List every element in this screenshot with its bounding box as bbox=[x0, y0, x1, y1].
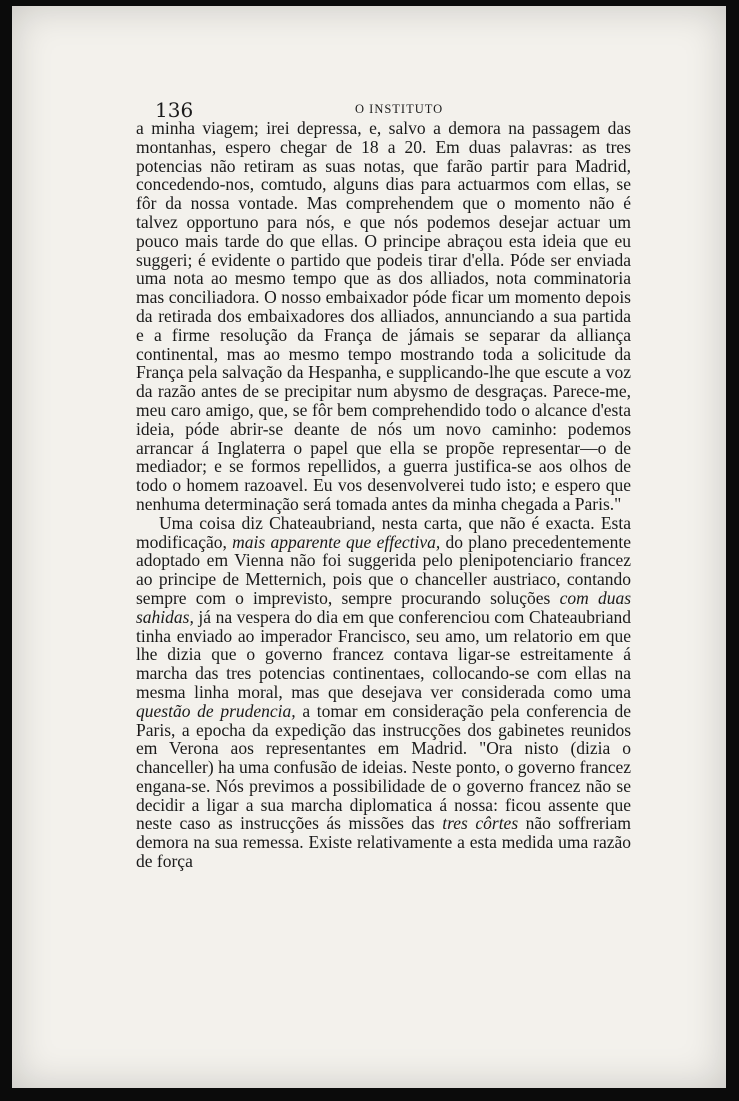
text-segment: do plano precedentemente adoptado em Vienna não foi suggerida pelo plenipotenciario francez ao principe de Metternich, pois que o chanceller austriaco, contando sempre com o imprevisto, sempre procurando soluções bbox=[136, 531, 631, 608]
text-segment: a minha viagem; irei depressa, e, salvo a demora na passagem das montanhas, espero chegar de 18 a 20. Em duas palavras: as tres potencias não retiram as suas notas, que farão partir para Madrid, concedendo-nos, comtudo, alguns dias para actuarmos com ellas, se fôr da nossa vontade. Mas comprehendem que o momento não é talvez opportuno para nós, e que nós podemos desejar actuar um pouco mais tarde do que ellas. O principe abraçou esta ideia que eu suggeri; é evidente o partido que podeis tirar d'ella. Póde ser enviada uma nota ao mesmo tempo que as dos alliados, nota comminatoria mas conciliadora. O nosso embaixador póde ficar um momento depois da retirada dos embaixadores dos alliados, annunciando a sua partida e a firme resolução da França de jámais se separar da alliança continental, mas ao mesmo tempo mostrando toda a solicitude da França pela salvação da Hespanha, e supplicando-lhe que escute a voz da razão antes de se precipitar num abysmo de desgraças. Parece-me, meu caro amigo, que, se fôr bem comprehendido todo o alcance d'esta ideia, póde abrir-se deante de nós um novo caminho: podemos arrancar á Inglaterra o papel que ella se propõe representar—o de mediador; e se formos repellidos, a guerra justifica-se aos olhos de todo o homem razoavel. Eu vos desenvolverei tudo isto; e espero que nenhuma determinação será tomada antes da minha chegada a Paris." bbox=[136, 118, 631, 514]
running-title: O INSTITUTO bbox=[355, 102, 444, 116]
text-segment: a tomar em consideração pela conferencia de Paris, a epocha da expedição das instrucções dos gabinetes reunidos em Verona aos representantes em Madrid. "Ora nisto (dizia o chanceller) ha uma confusão de ideias. Neste ponto, o governo francez engana-se. Nós previmos a possibilidade de o governo francez não se decidir a ligar a sua marcha diplomatica á nossa: ficou assente que neste caso as instrucções ás missões das bbox=[136, 700, 631, 834]
page-header bbox=[155, 98, 643, 120]
italic-phrase: mais apparente que effectiva, bbox=[232, 531, 441, 552]
italic-phrase: questão de prudencia, bbox=[136, 700, 296, 721]
text-segment: não soffreriam demora na sua remessa. Existe relativamente a esta medida uma razão de força bbox=[136, 813, 631, 872]
paragraph bbox=[136, 119, 631, 514]
paragraph bbox=[136, 514, 631, 871]
italic-phrase: com duas sahidas, bbox=[136, 587, 631, 627]
text-segment: já na vespera do dia em que conferenciou com Chateaubriand tinha enviado ao imperador Francisco, seu amo, um relatorio em que lhe dizia que o governo francez contava ligar-se estreitamente á marcha das tres potencias continentaes, collocando-se com ellas na mesma linha moral, mas que desejava ver considerada como uma bbox=[136, 606, 631, 702]
page-number: 136 bbox=[155, 98, 194, 122]
text-segment: Uma coisa diz Chateaubriand, nesta carta, que não é exacta. Esta modificação, bbox=[136, 512, 631, 552]
body-text bbox=[136, 119, 631, 871]
italic-phrase: tres côrtes bbox=[442, 813, 519, 834]
